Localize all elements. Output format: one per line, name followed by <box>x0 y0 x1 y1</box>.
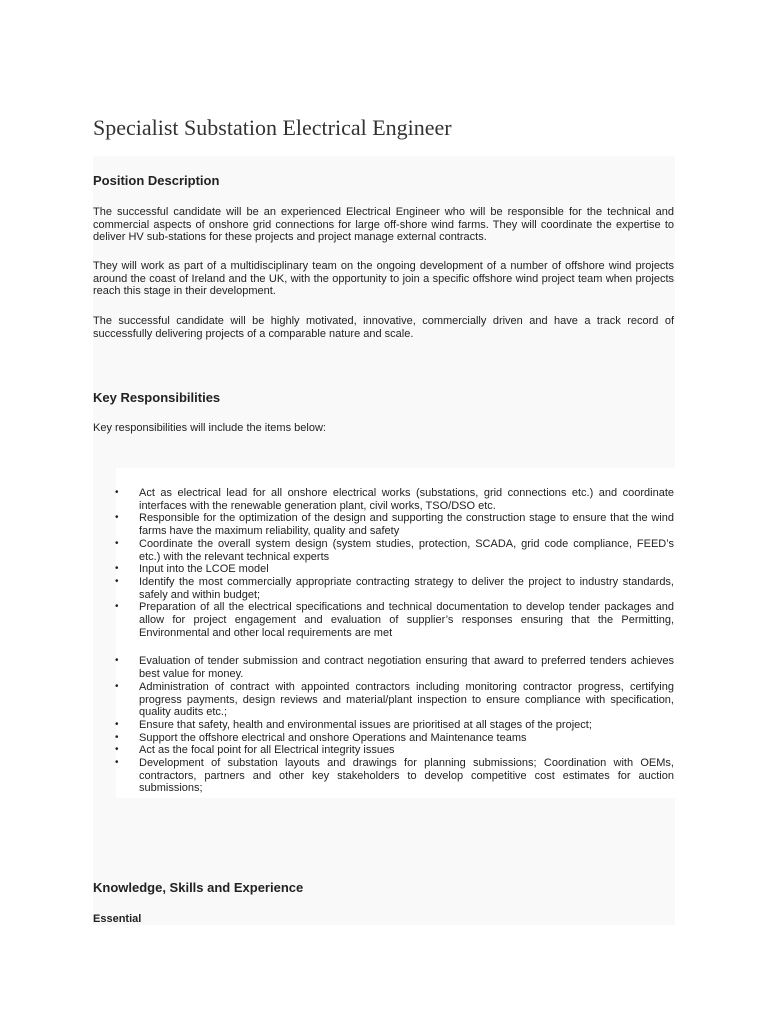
position-description-paragraph-1: The successful candidate will be an experienced Electrical Engineer who will be responsible for the technical and commercial aspects of onshore grid connections for large off-shore wind farms. They will coordinate the expertise to deliver HV sub-stations for these projects and project manage external contracts. <box>93 206 674 244</box>
bullet-icon: • <box>115 487 119 498</box>
page-title: Specialist Substation Electrical Engineer <box>93 115 452 140</box>
bullet-icon: • <box>115 512 119 524</box>
list-item-text: Preparation of all the electrical specifications and technical documentation to develop tender packages and allow for project engagement and evaluation of supplier’s responses ensuring that the Permitting, Environmental and other local requirements are met <box>139 601 674 639</box>
list-item <box>93 681 674 719</box>
key-responsibilities-heading: Key Responsibilities <box>93 390 221 405</box>
list-item-text: Ensure that safety, health and environmental issues are prioritised at all stages of the project; <box>139 718 592 731</box>
list-item-text: Input into the LCOE model <box>139 563 269 576</box>
bullet-icon: • <box>115 680 119 692</box>
list-item-text: Act as electrical lead for all onshore electrical works (substations, grid connections etc.) and coordinate interfaces with the renewable generation plant, civil works, TSO/DSO etc. <box>139 487 674 512</box>
essential-subheading: Essential <box>93 913 142 925</box>
bullet-icon: • <box>115 537 119 549</box>
bullet-icon: • <box>115 563 119 575</box>
responsibilities-list <box>93 487 674 795</box>
list-item <box>93 563 674 576</box>
list-item <box>93 576 674 601</box>
list-item-text: Support the offshore electrical and onshore Operations and Maintenance teams <box>139 731 527 744</box>
bullet-icon: • <box>115 731 119 743</box>
bullet-icon: • <box>115 575 119 587</box>
list-item-text: Development of substation layouts and drawings for planning submissions; Coordination with OEMs, contractors, partners and other key stakeholders to develop competitive cost estimates for auction submissions; <box>139 757 674 795</box>
bullet-icon: • <box>115 718 119 730</box>
list-item <box>93 744 674 757</box>
bullet-icon: • <box>115 601 119 613</box>
key-responsibilities-intro: Key responsibilities will include the items below: <box>93 422 326 434</box>
bullet-icon: • <box>115 744 119 756</box>
list-item <box>93 719 674 732</box>
list-item <box>93 732 674 745</box>
list-item-text: Act as the focal point for all Electrical integrity issues <box>139 744 395 757</box>
position-description-heading: Position Description <box>93 173 220 188</box>
list-item <box>93 601 674 639</box>
position-description-paragraph-2: They will work as part of a multidisciplinary team on the ongoing development of a number of offshore wind projects around the coast of Ireland and the UK, with the opportunity to join a specific offshore wind project team when projects reach this stage in their development. <box>93 260 674 298</box>
list-item-text: Administration of contract with appointed contractors including monitoring contractor progress, certifying progress payments, design reviews and material/plant inspection to ensure compliance with specification, quality audits etc.; <box>139 680 674 719</box>
list-item <box>93 487 674 512</box>
list-item <box>93 757 674 795</box>
knowledge-skills-heading: Knowledge, Skills and Experience <box>93 880 304 895</box>
list-item <box>93 538 674 563</box>
list-item-text: Coordinate the overall system design (system studies, protection, SCADA, grid code compliance, FEED’s etc.) with the relevant technical experts <box>139 537 674 563</box>
list-item-text: Evaluation of tender submission and contract negotiation ensuring that award to preferred tenders achieves best value for money. <box>139 655 674 681</box>
position-description-paragraph-3: The successful candidate will be highly motivated, innovative, commercially driven and have a track record of successfully delivering projects of a comparable nature and scale. <box>93 315 674 340</box>
list-item-text: Responsible for the optimization of the design and supporting the construction stage to ensure that the wind farms have the maximum reliability, quality and safety <box>139 512 674 538</box>
bullet-icon: • <box>115 757 119 769</box>
list-item <box>93 512 674 537</box>
list-item-text: Identify the most commercially appropriate contracting strategy to deliver the project to industry standards, safely and within budget; <box>139 575 674 601</box>
bullet-icon: • <box>115 655 119 667</box>
list-item <box>93 655 674 680</box>
